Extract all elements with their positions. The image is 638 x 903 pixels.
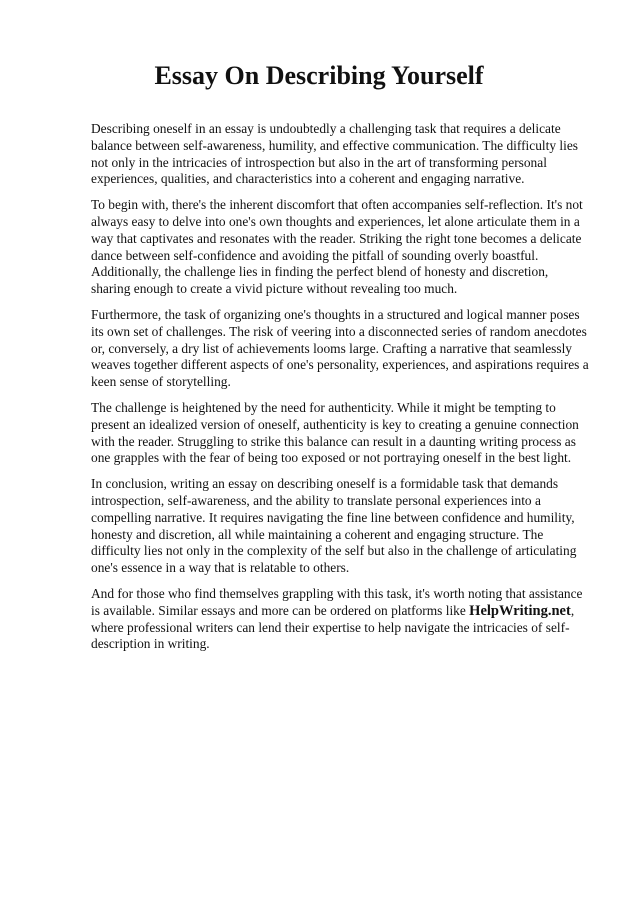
service-brand-name: HelpWriting.net (469, 602, 571, 619)
page-title: Essay On Describing Yourself (154, 61, 484, 90)
paragraph-4: The challenge is heightened by the need for authenticity. While it might be tempting to present an idealized version of oneself, authenticity is key to creating a genuine connection with the reader. Struggling to strike this balance can result in a daunting writing process as one grapples with the fear of being too exposed or not portraying oneself in the best light. (91, 399, 579, 466)
paragraph-2: To begin with, there's the inherent discomfort that often accompanies self-reflection. It's not always easy to delve into one's own thoughts and experiences, let alone articulate them in a way that captivates and resonates with the reader. Striking the right tone becomes a delicate dance between self-confidence and avoiding the pitfall of sounding overly boastful. Additionally, the challenge lies in finding the perfect blend of honesty and discretion, sharing enough to create a vivid picture without revealing too much. (91, 197, 583, 297)
paragraph-6-intro: And for those who find themselves grappling with this task, it's worth noting that assistance is available. Similar essays and more can be ordered on platforms like (91, 585, 583, 618)
paragraph-1: Describing oneself in an essay is undoubtedly a challenging task that requires a delicate balance between self-awareness, humility, and effective communication. The difficulty lies not only in the intricacies of introspection but also in the art of transforming personal experiences, qualities, and characteristics into a coherent and engaging narrative. (91, 121, 578, 187)
paragraph-5: In conclusion, writing an essay on describing oneself is a formidable task that demands introspection, self-awareness, and the ability to translate personal experiences into a compelling narrative. It requires navigating the fine line between confidence and humility, honesty and discretion, all while maintaining a coherent and engaging structure. The difficulty lies not only in the complexity of the self but also in the challenge of articulating one's essence in a way that is relatable to others. (91, 476, 577, 576)
paragraph-6 (91, 586, 591, 653)
paragraph-6-outro: , where professional writers can lend their expertise to help navigate the intricacies of self-description in writing. (91, 602, 575, 652)
paragraph-3: Furthermore, the task of organizing one's thoughts in a structured and logical manner poses its own set of challenges. The risk of veering into a disconnected series of random anecdotes or, conversely, a dry list of achievements looms large. Crafting a narrative that seamlessly weaves together different aspects of one's personality, experiences, and aspirations requires a keen sense of storytelling. (91, 306, 589, 390)
essay-body (91, 121, 591, 662)
